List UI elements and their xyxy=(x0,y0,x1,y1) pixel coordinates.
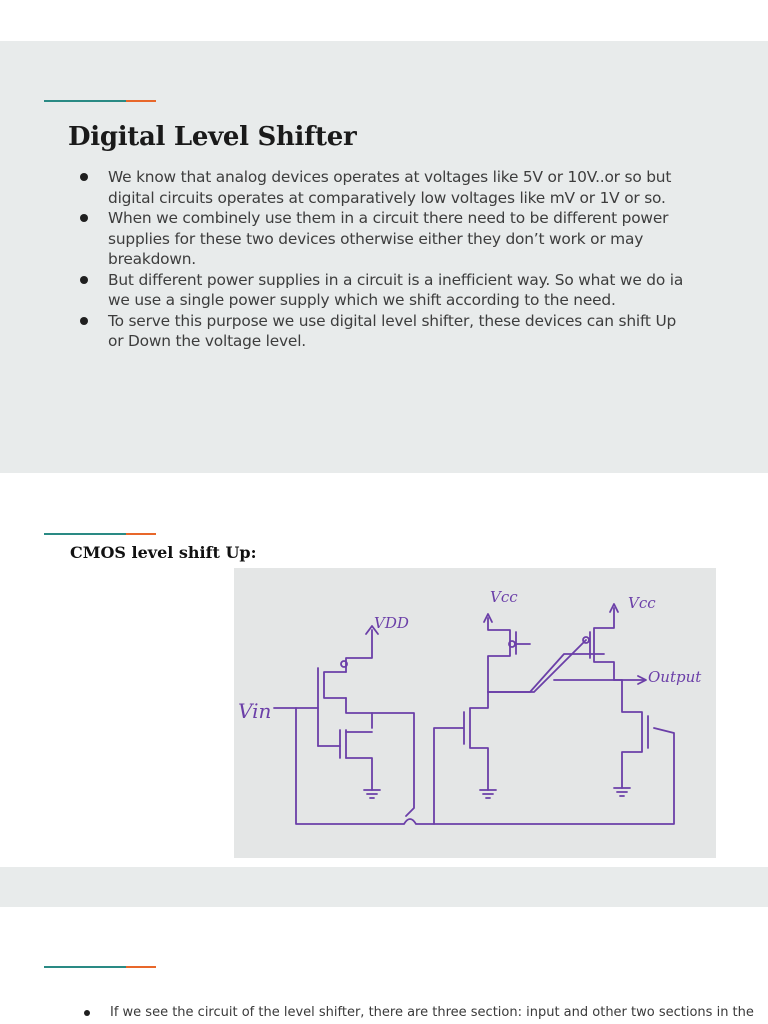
bullet-dot xyxy=(84,1010,90,1016)
slide-divider-band xyxy=(0,867,768,907)
circuit-diagram-photo xyxy=(234,568,716,858)
bullet-dot xyxy=(80,317,88,325)
vcc-right-label: Vcc xyxy=(628,594,656,612)
bullet-dot xyxy=(80,173,88,181)
accent-line xyxy=(44,966,156,968)
bullet-item: But different power supplies in a circuit is a inefficient way. So what we do ia we use a single power supply which we shift according to the need. xyxy=(78,270,688,311)
bullet-item: We know that analog devices operates at voltages like 5V or 10V..or so but digital circuits operates at comparatively low voltages like mV or 1V or so. xyxy=(78,167,688,208)
accent-line xyxy=(44,533,156,535)
output-label: Output xyxy=(648,668,702,686)
section-title: CMOS level shift Up: xyxy=(70,543,257,562)
accent-line xyxy=(44,100,156,102)
bullet-dot xyxy=(80,214,88,222)
cmos-level-shifter-schematic xyxy=(234,568,716,858)
vcc-left-label: Vcc xyxy=(490,588,518,606)
vdd-label: VDD xyxy=(374,614,409,632)
vin-label: Vin xyxy=(238,699,272,723)
bullet-dot xyxy=(80,276,88,284)
slide-title: Digital Level Shifter xyxy=(68,122,357,152)
bullet-item: To serve this purpose we use digital level shifter, these devices can shift Up or Down the voltage level. xyxy=(78,311,688,352)
bullet-list xyxy=(78,167,688,352)
bullet-item: When we combinely use them in a circuit there need to be different power supplies for these two devices otherwise either they don’t work or may breakdown. xyxy=(78,208,688,270)
